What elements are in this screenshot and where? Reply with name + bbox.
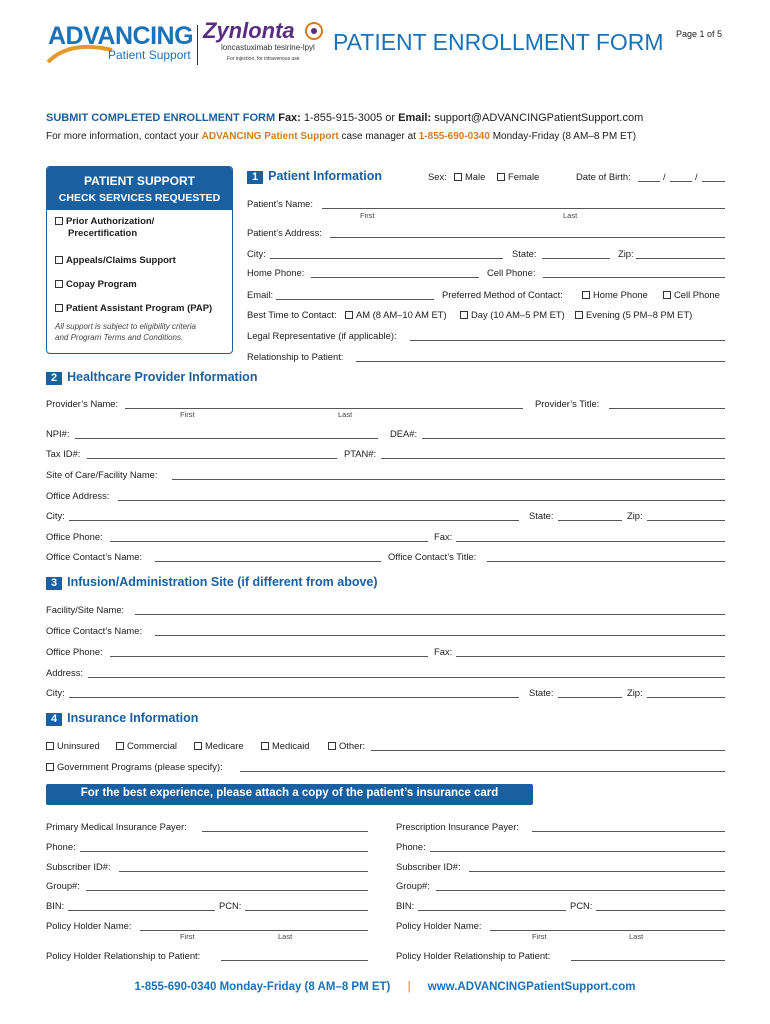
info-line	[46, 130, 636, 143]
office-contact-label: Office Contact’s Name:	[46, 551, 143, 562]
site-state-label: State:	[529, 687, 554, 698]
last-name-caption: Last	[629, 932, 644, 941]
patient-state-label: State:	[512, 248, 537, 259]
sex-male-option[interactable]	[454, 171, 485, 183]
support-box	[46, 166, 233, 354]
dea-label: DEA#:	[390, 428, 418, 439]
insurance-option-medicare[interactable]	[194, 740, 244, 752]
section-1-heading	[247, 169, 382, 184]
checkbox[interactable]	[575, 311, 583, 319]
support-note-line: and Program Terms and Conditions.	[55, 333, 184, 342]
checkbox[interactable]	[55, 304, 63, 312]
rx-group-field[interactable]	[436, 881, 725, 891]
ptan-field[interactable]	[381, 449, 725, 459]
primary-payer-field[interactable]	[202, 822, 368, 832]
site-zip-label: Zip:	[627, 687, 643, 698]
footer-phone: 1-855-690-0340 Monday-Friday (8 AM–8 PM ET)	[134, 981, 391, 993]
facility-label: Facility/Site Name:	[46, 604, 125, 615]
site-zip-field[interactable]	[647, 688, 725, 698]
primary-bin-field[interactable]	[68, 901, 215, 911]
footer	[0, 981, 770, 993]
option-label: Medicare	[205, 740, 244, 751]
section-number: 2	[46, 372, 62, 385]
first-name-caption: First	[180, 410, 195, 419]
checkbox[interactable]	[46, 763, 54, 771]
patient-zip-label: Zip:	[618, 248, 634, 259]
insurance-card-banner	[46, 784, 533, 805]
or-text: or	[385, 112, 396, 124]
contact-cell-option[interactable]	[663, 289, 720, 301]
checkbox[interactable]	[116, 742, 124, 750]
office-contact-field[interactable]	[155, 552, 381, 562]
primary-group-label: Group#:	[46, 880, 80, 891]
npi-field[interactable]	[75, 429, 378, 439]
site-label: Site of Care/Facility Name:	[46, 469, 158, 480]
legal-rep-label: Legal Representative (if applicable):	[247, 330, 397, 341]
home-phone-label: Home Phone:	[247, 267, 305, 278]
primary-holder-label: Policy Holder Name:	[46, 920, 132, 931]
advancing-logo-main: ADVANCING	[48, 22, 194, 50]
option-label: Male	[465, 171, 486, 182]
provider-zip-label: Zip:	[627, 510, 643, 521]
option-label: Evening (5 PM–8 PM ET)	[586, 309, 693, 320]
support-option-pap[interactable]	[55, 303, 212, 314]
primary-phone-field[interactable]	[80, 842, 368, 852]
checkbox[interactable]	[194, 742, 202, 750]
site-field[interactable]	[172, 470, 725, 480]
patient-city-field[interactable]	[270, 249, 503, 259]
relationship-label: Relationship to Patient:	[247, 351, 344, 362]
dob-separator: /	[663, 171, 666, 182]
advancing-logo-sub: Patient Support	[108, 48, 191, 62]
rx-bin-label: BIN:	[396, 900, 415, 911]
brand-note: For injection, for intravenous use	[227, 56, 300, 62]
support-note-line: All support is subject to eligibility criteria	[55, 322, 196, 331]
fax-value: 1-855-915-3005	[303, 112, 383, 124]
support-option-appeals[interactable]	[55, 255, 176, 266]
provider-state-label: State:	[529, 510, 554, 521]
checkbox[interactable]	[663, 291, 671, 299]
option-label: Female	[508, 171, 540, 182]
patient-city-label: City:	[247, 248, 266, 259]
primary-relationship-label: Policy Holder Relationship to Patient:	[46, 950, 201, 961]
first-name-caption: First	[360, 211, 375, 220]
site-fax-field[interactable]	[456, 647, 725, 657]
primary-relationship-field[interactable]	[221, 951, 368, 961]
patient-state-field[interactable]	[542, 249, 610, 259]
support-option-label: Precertification	[68, 228, 138, 239]
option-label: AM (8 AM–10 AM ET)	[356, 309, 447, 320]
support-option-label: Prior Authorization/	[66, 216, 155, 227]
dob-separator: /	[695, 171, 698, 182]
option-label: Cell Phone	[674, 289, 720, 300]
office-phone-label: Office Phone:	[46, 531, 103, 542]
submit-lead: SUBMIT COMPLETED ENROLLMENT FORM	[46, 112, 276, 124]
provider-title-label: Provider’s Title:	[535, 398, 600, 409]
site-city-field[interactable]	[69, 688, 519, 698]
cell-phone-label: Cell Phone:	[487, 267, 536, 278]
office-contact-title-label: Office Contact’s Title:	[388, 551, 477, 562]
primary-pcn-label: PCN:	[219, 900, 242, 911]
support-box-title: PATIENT SUPPORT	[84, 174, 195, 188]
time-am-option[interactable]	[345, 309, 447, 321]
first-name-caption: First	[180, 932, 195, 941]
last-name-caption: Last	[338, 410, 353, 419]
checkbox[interactable]	[55, 256, 63, 264]
rx-pcn-label: PCN:	[570, 900, 593, 911]
rx-payer-label: Prescription Insurance Payer:	[396, 821, 519, 832]
section-number: 4	[46, 713, 62, 726]
page-indicator: Page 1 of 5	[676, 29, 723, 39]
rx-bin-field[interactable]	[418, 901, 566, 911]
footer-website[interactable]: www.ADVANCINGPatientSupport.com	[427, 981, 636, 993]
checkbox[interactable]	[55, 280, 63, 288]
provider-title-field[interactable]	[609, 399, 725, 409]
checkbox[interactable]	[460, 311, 468, 319]
support-option-label: Appeals/Claims Support	[66, 255, 176, 266]
site-address-label: Address:	[46, 667, 83, 678]
first-name-caption: First	[532, 932, 547, 941]
contact-home-option[interactable]	[582, 289, 648, 301]
rx-phone-field[interactable]	[430, 842, 725, 852]
office-fax-field[interactable]	[456, 532, 725, 542]
site-contact-label: Office Contact’s Name:	[46, 625, 143, 636]
taxid-field[interactable]	[87, 449, 337, 459]
patient-name-label: Patient’s Name:	[247, 198, 314, 209]
site-address-field[interactable]	[88, 668, 725, 678]
insurance-option-other[interactable]	[328, 740, 365, 752]
section-4-heading	[46, 711, 198, 726]
option-label: Other:	[339, 740, 366, 751]
primary-subscriber-field[interactable]	[119, 862, 368, 872]
support-box-subtitle: CHECK SERVICES REQUESTED	[58, 192, 221, 204]
support-option-label: Copay Program	[66, 279, 137, 290]
rx-group-label: Group#:	[396, 880, 430, 891]
info-brand: ADVANCING Patient Support	[201, 131, 339, 142]
info-mid: case manager at	[341, 131, 416, 142]
option-label: Home Phone	[593, 289, 648, 300]
site-contact-field[interactable]	[155, 626, 725, 636]
provider-city-label: City:	[46, 510, 65, 521]
primary-pcn-field[interactable]	[245, 901, 368, 911]
section-title: Healthcare Provider Information	[67, 370, 258, 384]
primary-payer-label: Primary Medical Insurance Payer:	[46, 821, 187, 832]
patient-email-field[interactable]	[276, 290, 434, 300]
site-city-label: City:	[46, 687, 65, 698]
footer-divider: |	[407, 981, 411, 993]
primary-subscriber-label: Subscriber ID#:	[46, 861, 111, 872]
provider-name-label: Provider’s Name:	[46, 398, 119, 409]
insurance-option-commercial[interactable]	[116, 740, 177, 752]
brand-name: Zynlonta	[203, 18, 295, 43]
option-label: Medicaid	[272, 740, 310, 751]
patient-zip-field[interactable]	[636, 249, 725, 259]
rx-payer-field[interactable]	[532, 822, 725, 832]
support-option-prior-auth[interactable]	[55, 216, 154, 240]
section-2-heading	[46, 370, 257, 385]
facility-field[interactable]	[135, 605, 725, 615]
section-number: 1	[247, 171, 263, 184]
sex-label: Sex:	[428, 171, 447, 182]
npi-label: NPI#:	[46, 428, 70, 439]
section-title: Patient Information	[268, 169, 383, 183]
site-phone-label: Office Phone:	[46, 646, 103, 657]
form-title: PATIENT ENROLLMENT FORM	[333, 29, 664, 55]
insurance-option-medicaid[interactable]	[261, 740, 310, 752]
info-pre: For more information, contact your	[46, 131, 199, 142]
time-day-option[interactable]	[460, 309, 565, 321]
checkbox[interactable]	[454, 173, 462, 181]
last-name-caption: Last	[563, 211, 578, 220]
checkbox[interactable]	[497, 173, 505, 181]
primary-bin-label: BIN:	[46, 900, 65, 911]
support-option-label: Patient Assistant Program (PAP)	[66, 303, 213, 314]
checkbox[interactable]	[55, 217, 63, 225]
provider-city-field[interactable]	[69, 511, 519, 521]
best-time-label: Best Time to Contact:	[247, 309, 337, 320]
section-title: Infusion/Administration Site (if different from above)	[67, 575, 378, 589]
site-fax-label: Fax:	[434, 646, 453, 657]
provider-zip-field[interactable]	[647, 511, 725, 521]
legal-rep-field[interactable]	[410, 331, 725, 341]
insurance-other-field[interactable]	[371, 741, 725, 751]
section-number: 3	[46, 577, 62, 590]
primary-phone-label: Phone:	[46, 841, 76, 852]
checkbox[interactable]	[328, 742, 336, 750]
site-state-field[interactable]	[558, 688, 622, 698]
rx-subscriber-label: Subscriber ID#:	[396, 861, 461, 872]
taxid-label: Tax ID#:	[46, 448, 81, 459]
rx-holder-label: Policy Holder Name:	[396, 920, 482, 931]
relationship-field[interactable]	[356, 352, 725, 362]
sex-female-option[interactable]	[497, 171, 539, 183]
office-phone-field[interactable]	[110, 532, 428, 542]
email-value[interactable]: support@ADVANCINGPatientSupport.com	[434, 112, 644, 124]
dob-year-field[interactable]	[702, 172, 725, 182]
patient-address-label: Patient’s Address:	[247, 227, 322, 238]
rx-pcn-field[interactable]	[596, 901, 725, 911]
rx-holder-field[interactable]	[490, 921, 725, 931]
rx-phone-label: Phone:	[396, 841, 426, 852]
dob-month-field[interactable]	[638, 172, 660, 182]
dob-label: Date of Birth:	[576, 171, 631, 182]
gov-programs-option[interactable]	[46, 761, 223, 773]
zynlonta-logo	[203, 18, 328, 68]
support-option-copay[interactable]	[55, 279, 137, 290]
section-3-heading	[46, 575, 378, 590]
support-note	[55, 321, 196, 343]
provider-state-field[interactable]	[558, 511, 622, 521]
checkbox[interactable]	[582, 291, 590, 299]
time-evening-option[interactable]	[575, 309, 692, 321]
patient-email-label: Email:	[247, 289, 274, 300]
checkbox[interactable]	[261, 742, 269, 750]
option-label: Day (10 AM–5 PM ET)	[471, 309, 565, 320]
contact-method-label: Preferred Method of Contact:	[442, 289, 563, 300]
info-phone: 1-855-690-0340	[418, 131, 490, 142]
submit-line	[46, 111, 643, 125]
patient-name-field[interactable]	[322, 199, 725, 209]
banner-text: For the best experience, please attach a copy of the patient’s insurance card	[80, 787, 499, 799]
rx-relationship-field[interactable]	[571, 951, 725, 961]
rx-relationship-label: Policy Holder Relationship to Patient:	[396, 950, 551, 961]
dea-field[interactable]	[422, 429, 725, 439]
cell-phone-field[interactable]	[543, 268, 725, 278]
brand-mark-icon	[303, 20, 325, 42]
primary-group-field[interactable]	[86, 881, 368, 891]
ptan-label: PTAN#:	[344, 448, 377, 459]
checkbox[interactable]	[345, 311, 353, 319]
office-address-field[interactable]	[118, 491, 725, 501]
patient-address-field[interactable]	[330, 228, 725, 238]
info-hours: Monday-Friday (8 AM–8 PM ET)	[492, 131, 637, 142]
section-title: Insurance Information	[67, 711, 199, 725]
gov-programs-field[interactable]	[240, 762, 725, 772]
dob-day-field[interactable]	[670, 172, 692, 182]
office-contact-title-field[interactable]	[487, 552, 725, 562]
option-label: Commercial	[127, 740, 178, 751]
office-address-label: Office Address:	[46, 490, 110, 501]
checkbox[interactable]	[46, 742, 54, 750]
site-phone-field[interactable]	[110, 647, 428, 657]
support-box-header	[47, 167, 232, 210]
rx-subscriber-field[interactable]	[469, 862, 725, 872]
insurance-option-uninsured[interactable]	[46, 740, 100, 752]
office-fax-label: Fax:	[434, 531, 453, 542]
provider-name-field[interactable]	[125, 399, 523, 409]
email-label: Email:	[398, 112, 432, 124]
fax-label: Fax:	[278, 112, 301, 124]
header-divider	[197, 25, 198, 65]
primary-holder-field[interactable]	[140, 921, 368, 931]
home-phone-field[interactable]	[311, 268, 479, 278]
option-label: Uninsured	[57, 740, 100, 751]
option-label: Government Programs (please specify):	[57, 761, 223, 772]
brand-generic: loncastuximab tesirine-lpyl	[221, 43, 315, 52]
last-name-caption: Last	[278, 932, 293, 941]
advancing-logo	[46, 22, 194, 68]
